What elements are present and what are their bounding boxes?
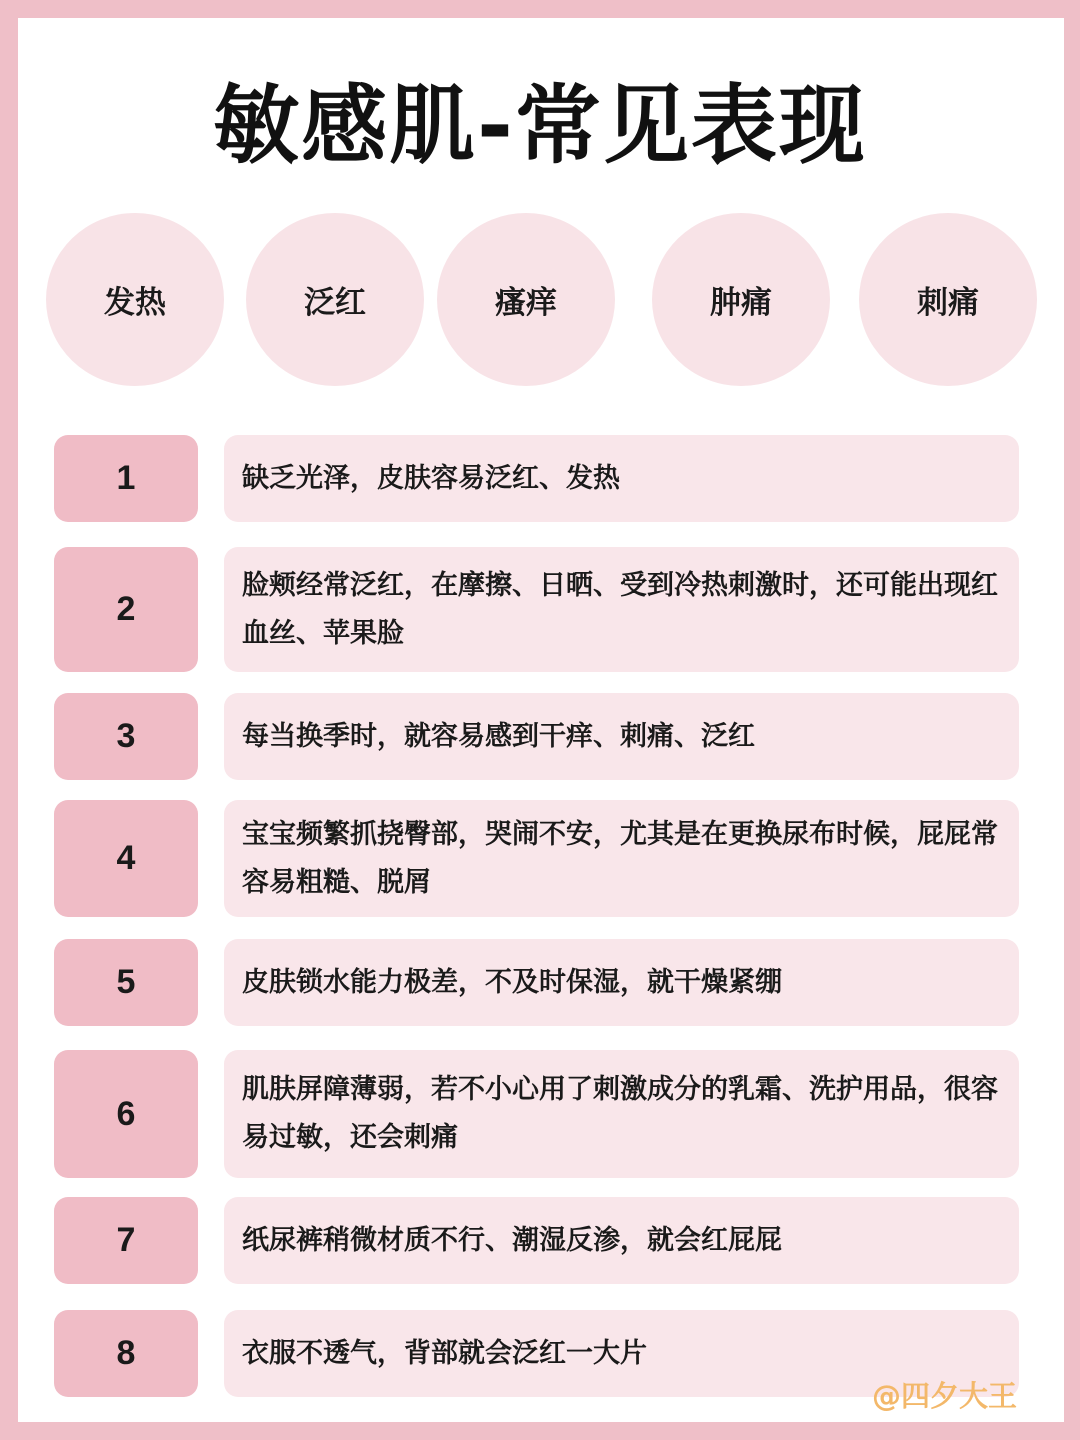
symptom-circle-swelling: 肿痛 (652, 213, 830, 386)
item-text-3: 每当换季时，就容易感到干痒、刺痛、泛红 (224, 693, 1019, 780)
item-number-5: 5 (54, 939, 198, 1026)
item-number-6: 6 (54, 1050, 198, 1178)
item-number-3: 3 (54, 693, 198, 780)
symptom-circle-redness: 泛红 (246, 213, 424, 386)
item-number-4: 4 (54, 800, 198, 917)
item-text-2: 脸颊经常泛红，在摩擦、日晒、受到冷热刺激时，还可能出现红血丝、苹果脸 (224, 547, 1019, 672)
item-number-2: 2 (54, 547, 198, 672)
item-text-7: 纸尿裤稍微材质不行、潮湿反渗，就会红屁屁 (224, 1197, 1019, 1284)
item-text-4: 宝宝频繁抓挠臀部，哭闹不安，尤其是在更换尿布时候，屁屁常容易粗糙、脱屑 (224, 800, 1019, 917)
item-number-7: 7 (54, 1197, 198, 1284)
symptom-circle-itching: 瘙痒 (437, 213, 615, 386)
item-text-1: 缺乏光泽，皮肤容易泛红、发热 (224, 435, 1019, 522)
symptom-circle-fever: 发热 (46, 213, 224, 386)
author-watermark: @四夕大王 (872, 1379, 1018, 1413)
item-text-5: 皮肤锁水能力极差，不及时保湿，就干燥紧绷 (224, 939, 1019, 1026)
symptom-circle-stinging: 刺痛 (859, 213, 1037, 386)
item-text-8: 衣服不透气，背部就会泛红一大片 (224, 1310, 1019, 1397)
item-text-6: 肌肤屏障薄弱，若不小心用了刺激成分的乳霜、洗护用品，很容易过敏，还会刺痛 (224, 1050, 1019, 1178)
item-number-8: 8 (54, 1310, 198, 1397)
page-title: 敏感肌-常见表现 (213, 76, 867, 176)
item-number-1: 1 (54, 435, 198, 522)
